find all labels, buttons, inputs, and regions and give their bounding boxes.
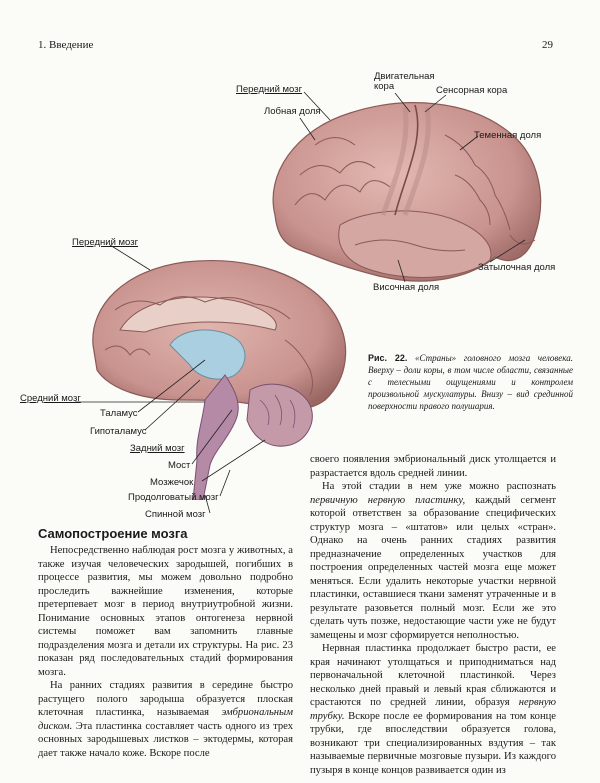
label-occipital: Затылочная доля: [478, 262, 556, 273]
label-thalamus: Таламус: [100, 408, 138, 419]
label-sensory: Сенсорная кора: [436, 85, 508, 96]
right-paragraph-0: своего появления эмбриональный диск утолщается и разрастается вдоль средней линии.: [310, 454, 556, 479]
label-temporal: Височная доля: [373, 282, 440, 293]
page-number: 29: [542, 39, 553, 51]
caption-prefix: Рис. 22.: [368, 353, 408, 363]
right-column: [310, 453, 556, 777]
section-heading: Самопостроение мозга: [38, 526, 188, 541]
right-paragraph-2: Нервная пластинка продолжает быстро расти, ее края начинают утолщаться и приподниматься над первоначальной клеточной пластинкой. Через несколько дней правый и левый края сближаются и срастаются по средней линии, образуя нервную трубку. Вскоре после ее формирования на том конце трубки, где впоследствии образуется голова, возникают три специализированных вздутия – так называемые первичные мозговые пузыри. Из каждого пузыря в конце концов развивается один из: [310, 643, 556, 776]
label-medulla: Продолговатый мозг: [128, 492, 219, 503]
label-midbrain: Средний мозг: [20, 393, 81, 404]
label-motor-2: кора: [374, 81, 395, 92]
left-paragraph-1: Непосредственно наблюдая рост мозга у животных, а также изучая человеческих зародышей, погибших в процессе развития, мы можем довольно подробно проследить важнейшие изменения, которые претерпевает мозг в период внутриутробной жизни. Понимание основных этапов онтогенеза нервной системы поможет вам запомнить главные подразделения мозга и детали их структуры. На рис. 23 показан ряд последовательных стадий формирования мозга.: [38, 545, 293, 678]
label-forebrain-top: Передний мозг: [236, 84, 303, 95]
label-hindbrain: Задний мозг: [130, 443, 185, 454]
running-header: 1. Введение: [38, 39, 94, 51]
figure-caption: [368, 352, 573, 412]
label-motor-1: Двигательная: [374, 71, 435, 82]
label-forebrain-bottom: Передний мозг: [72, 237, 139, 248]
label-spinal-cord: Спинной мозг: [145, 509, 206, 520]
label-frontal: Лобная доля: [264, 106, 321, 117]
caption-text: «Страны» головного мозга человека. Вверху – доли коры, в том числе области, связанные с телесными ощущениями и контролем произвольной мускулатуры. Внизу – вид срединной поверхности правого полушария.: [368, 353, 574, 411]
label-pons: Мост: [168, 460, 191, 471]
label-parietal: Теменная доля: [474, 130, 542, 141]
right-paragraph-1: На этой стадии в нем уже можно распознать первичную нервную пластинку, каждый сегмент которой ответствен за образование специфических структур мозга – «штатов» или целых «стран». Однако на очень ранних стадиях развития предназначение определенных участков для построения определенных частей мозга еще может меняться. Если удалить некоторые участки нервной пластинки, оставшиеся ткани заменят утраченные и в результате разовьется полный мозг. Если же это сделать чуть позже, недостающие части уже не будут замещены и мозг сформируется неполностью.: [310, 481, 556, 641]
left-paragraph-2: На ранних стадиях развития в середине быстро растущего полого зародыша образуется плоская клеточная пластинка, называемая эмбриональным диском. Эта пластинка составляет часть одного из трех основных зародышевых листков – эктодермы, которая дает также начало коже. Вскоре после: [38, 680, 293, 759]
left-column: [38, 544, 293, 760]
label-cerebellum: Мозжечок: [150, 477, 194, 488]
label-hypothalamus: Гипоталамус: [90, 426, 147, 437]
